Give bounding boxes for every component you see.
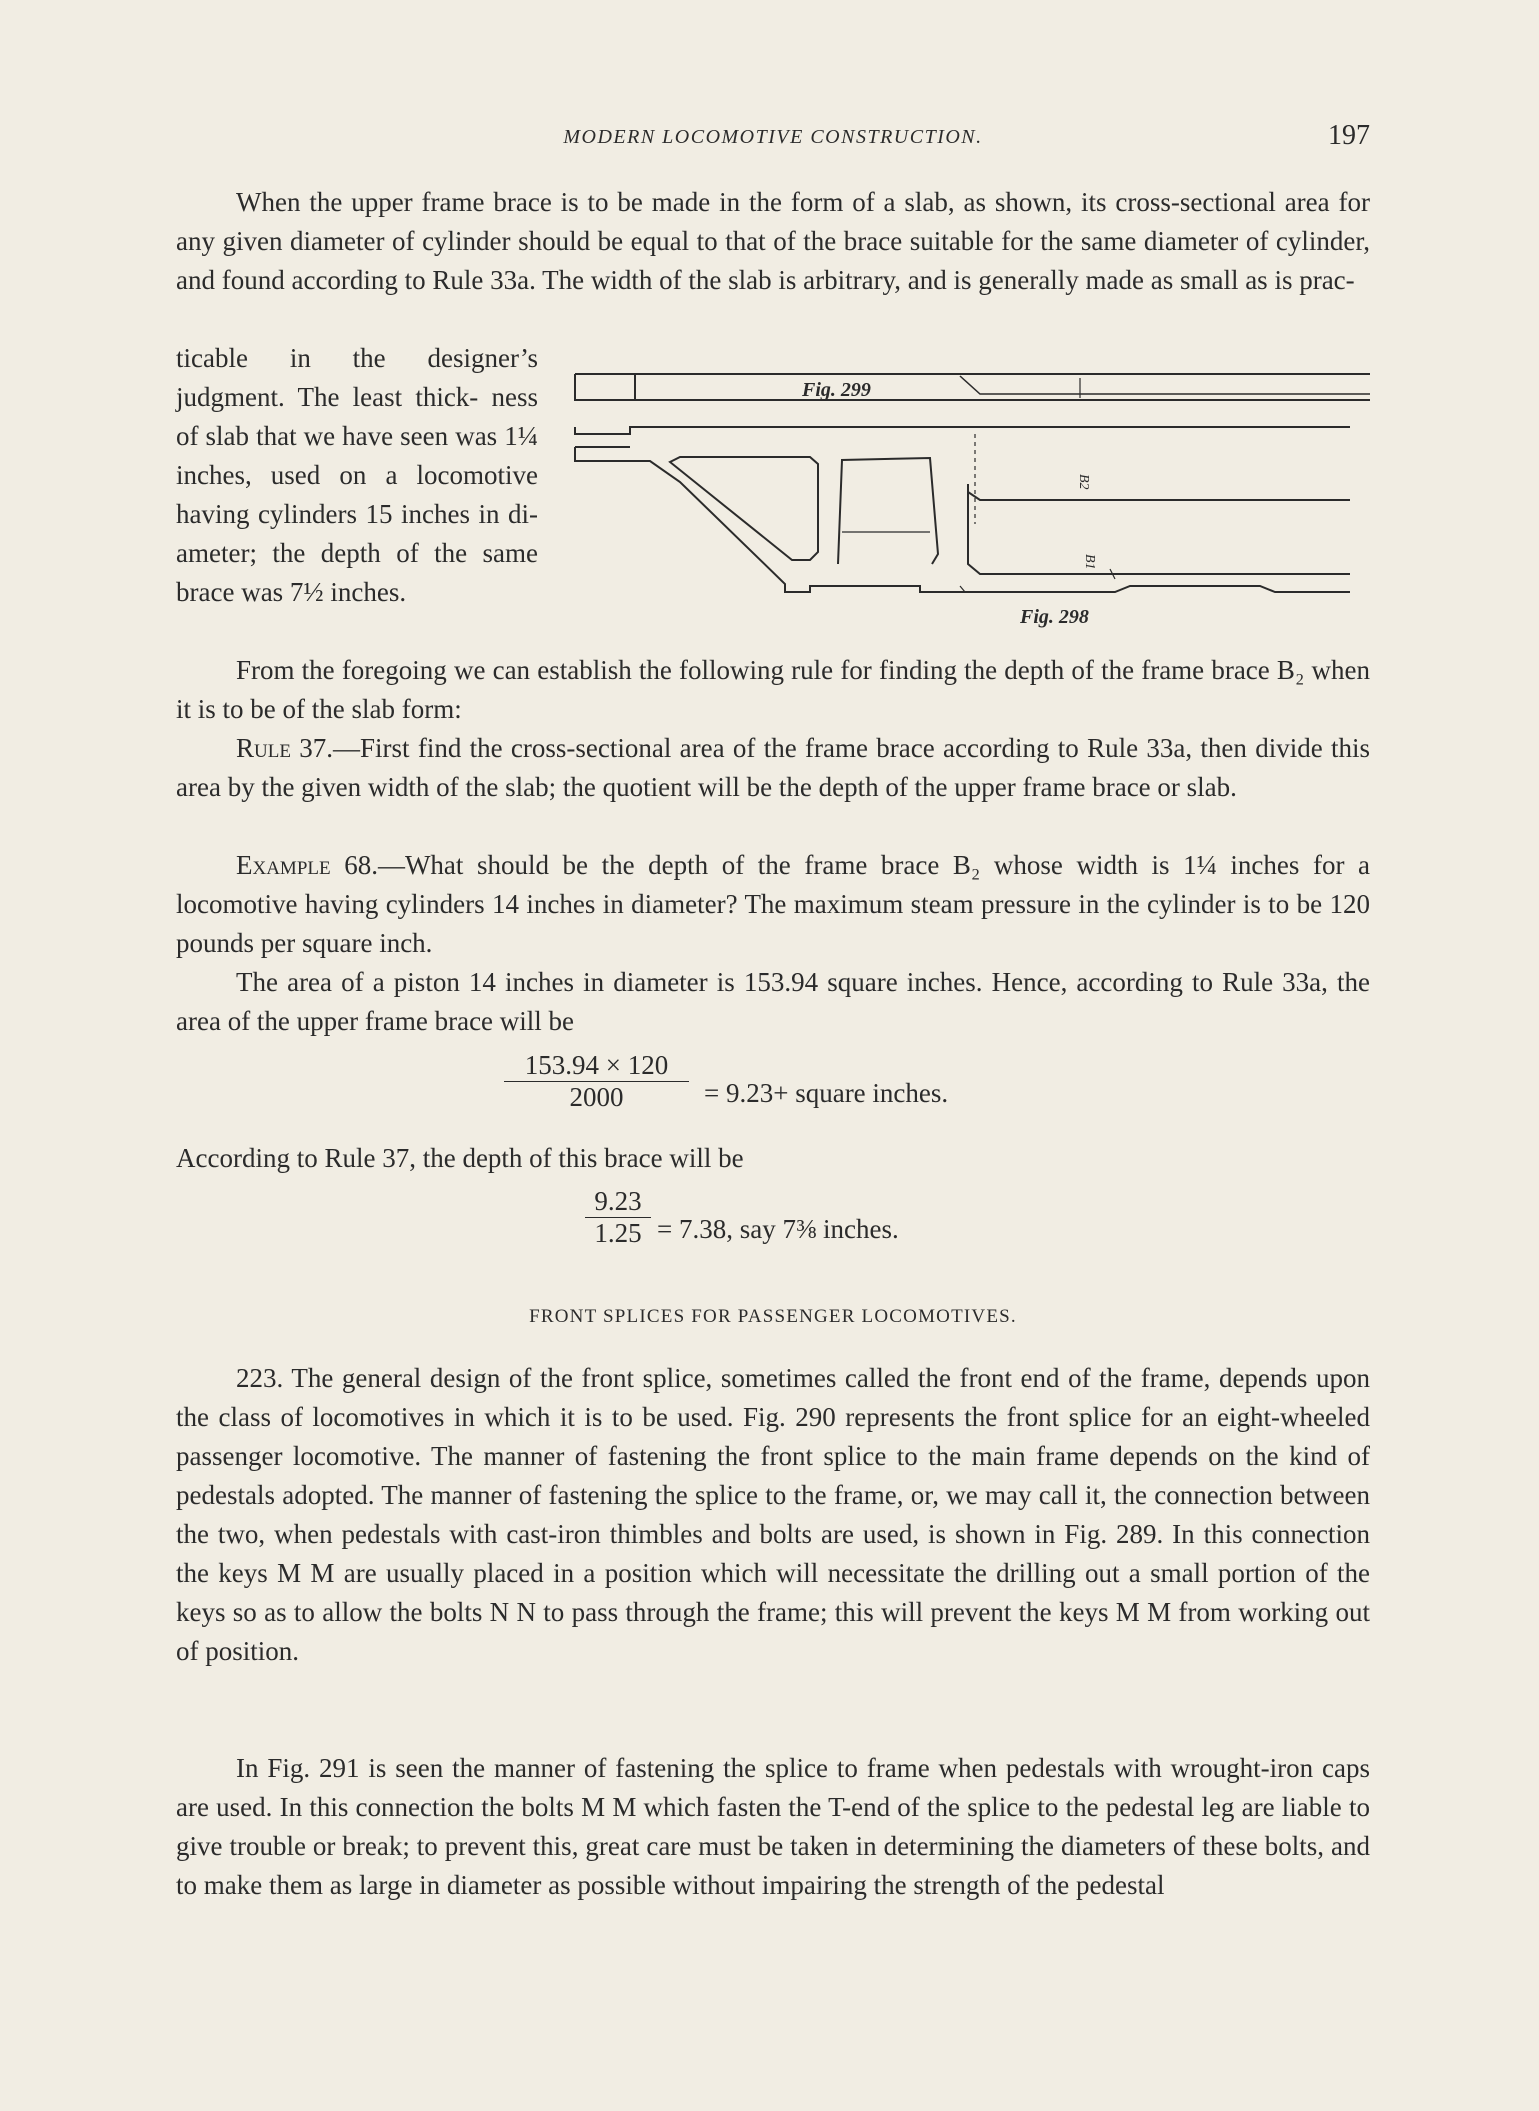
intro-side-text: ticable in the designer’s judgment. The least thick- ness of slab that we have seen was 1¼ inches, used on a locomotive having cylinders 15 inches in di- ameter; the depth of the same brace was 7½ inches. [176,343,538,607]
equation-1-numerator: 153.94 × 120 [524,1050,669,1080]
lower-frame-line [968,484,1350,574]
intro-paragraph: When the upper frame brace is to be made in the form of a slab, as shown, its cross-sectional area for any given diameter of cylinder should be equal to that of the brace suitable for the same diameter of cylinder, and found according to Rule 33a. The width of the slab is arbitrary, and is generally made as small as is prac- [176,187,1370,295]
pedestal-leg [838,458,938,564]
running-title: MODERN LOCOMOTIVE CONSTRUCTION. [563,126,983,148]
equation-1-result: = 9.23+ square inches. [704,1078,949,1108]
area-paragraph: The area of a piston 14 inches in diameter is 153.94 square inches. Hence, according to Rule 33a, the area of the upper frame brace will be [176,967,1370,1036]
example-68-label: Example [236,850,331,880]
b1-label: B1 [1082,554,1097,570]
paragraph-223: 223. The general design of the front splice, sometimes called the front end of the frame, depends upon the class of locomotives in which it is to be used. Fig. 290 represents the front splice for an eight-wheeled passenger locomotive. The manner of fastening the front splice to the main frame depends on the kind of pedestals adopted. The manner of fastening the splice to the frame, or, we may call it, the connection between the two, when pedestals with cast-iron thimbles and bolts are used, is shown in Fig. 289. In this connection the keys M M are usually placed in a position which will necessitate the drilling out a small portion of the keys so as to allow the bolts N N to pass through the frame; this will prevent the keys M M from working out of position. [176,1363,1370,1666]
equation-1-fraction [504,1050,689,1113]
paragraph-fig-291: In Fig. 291 is seen the manner of fastening the splice to frame when pedestals with wrought-iron caps are used. In this connection the bolts M M which fasten the T-end of the splice to the pedestal leg are liable to give trouble or break; to prevent this, great care must be taken in determining the diameters of these bolts, and to make them as large in diameter as possible without impairing the strength of the pedestal [176,1753,1370,1900]
example-68-text: 68.—What should be the depth of the frame brace B₂ whose width is 1¼ inches for a locomotive having cylinders 14 inches in diameter? The maximum steam pressure in the cylinder is to be 120 pounds per square inch. [176,850,1371,958]
equation-1-denominator: 2000 [569,1082,624,1112]
running-header [176,118,1370,158]
frame-bottom-line [575,447,1350,592]
rule-37 [176,729,1370,807]
frame-top-line [575,427,1350,434]
frame-brace-figure [570,364,1370,639]
b2-label: B2 [1076,474,1091,490]
fig-299-label: Fig. 299 [802,379,871,401]
example-68 [176,846,1370,963]
rule-37-label: Rule [236,733,291,763]
rule-intro-paragraph: From the foregoing we can establish the following rule for finding the depth of the frame brace B₂ when it is to be of the slab form: [176,655,1370,724]
fig-298-label: Fig. 298 [1020,606,1089,628]
equation-2-result: = 7.38, say 7⅜ inches. [657,1214,899,1244]
according-line: According to Rule 37, the depth of this brace will be [176,1143,744,1173]
equation-2-numerator: 9.23 [594,1186,642,1216]
equation-2-fraction [585,1186,651,1249]
frame-brace-drawing [570,364,1370,639]
rule-37-text: 37.—First find the cross-sectional area of the frame brace according to Rule 33a, then divide this area by the given width of the slab; the quotient will be the depth of the upper frame brace or slab. [176,733,1370,802]
section-heading: FRONT SPLICES FOR PASSENGER LOCOMOTIVES. [529,1306,1017,1327]
page-number: 197 [1328,120,1370,151]
equation-2-denominator: 1.25 [594,1218,642,1248]
